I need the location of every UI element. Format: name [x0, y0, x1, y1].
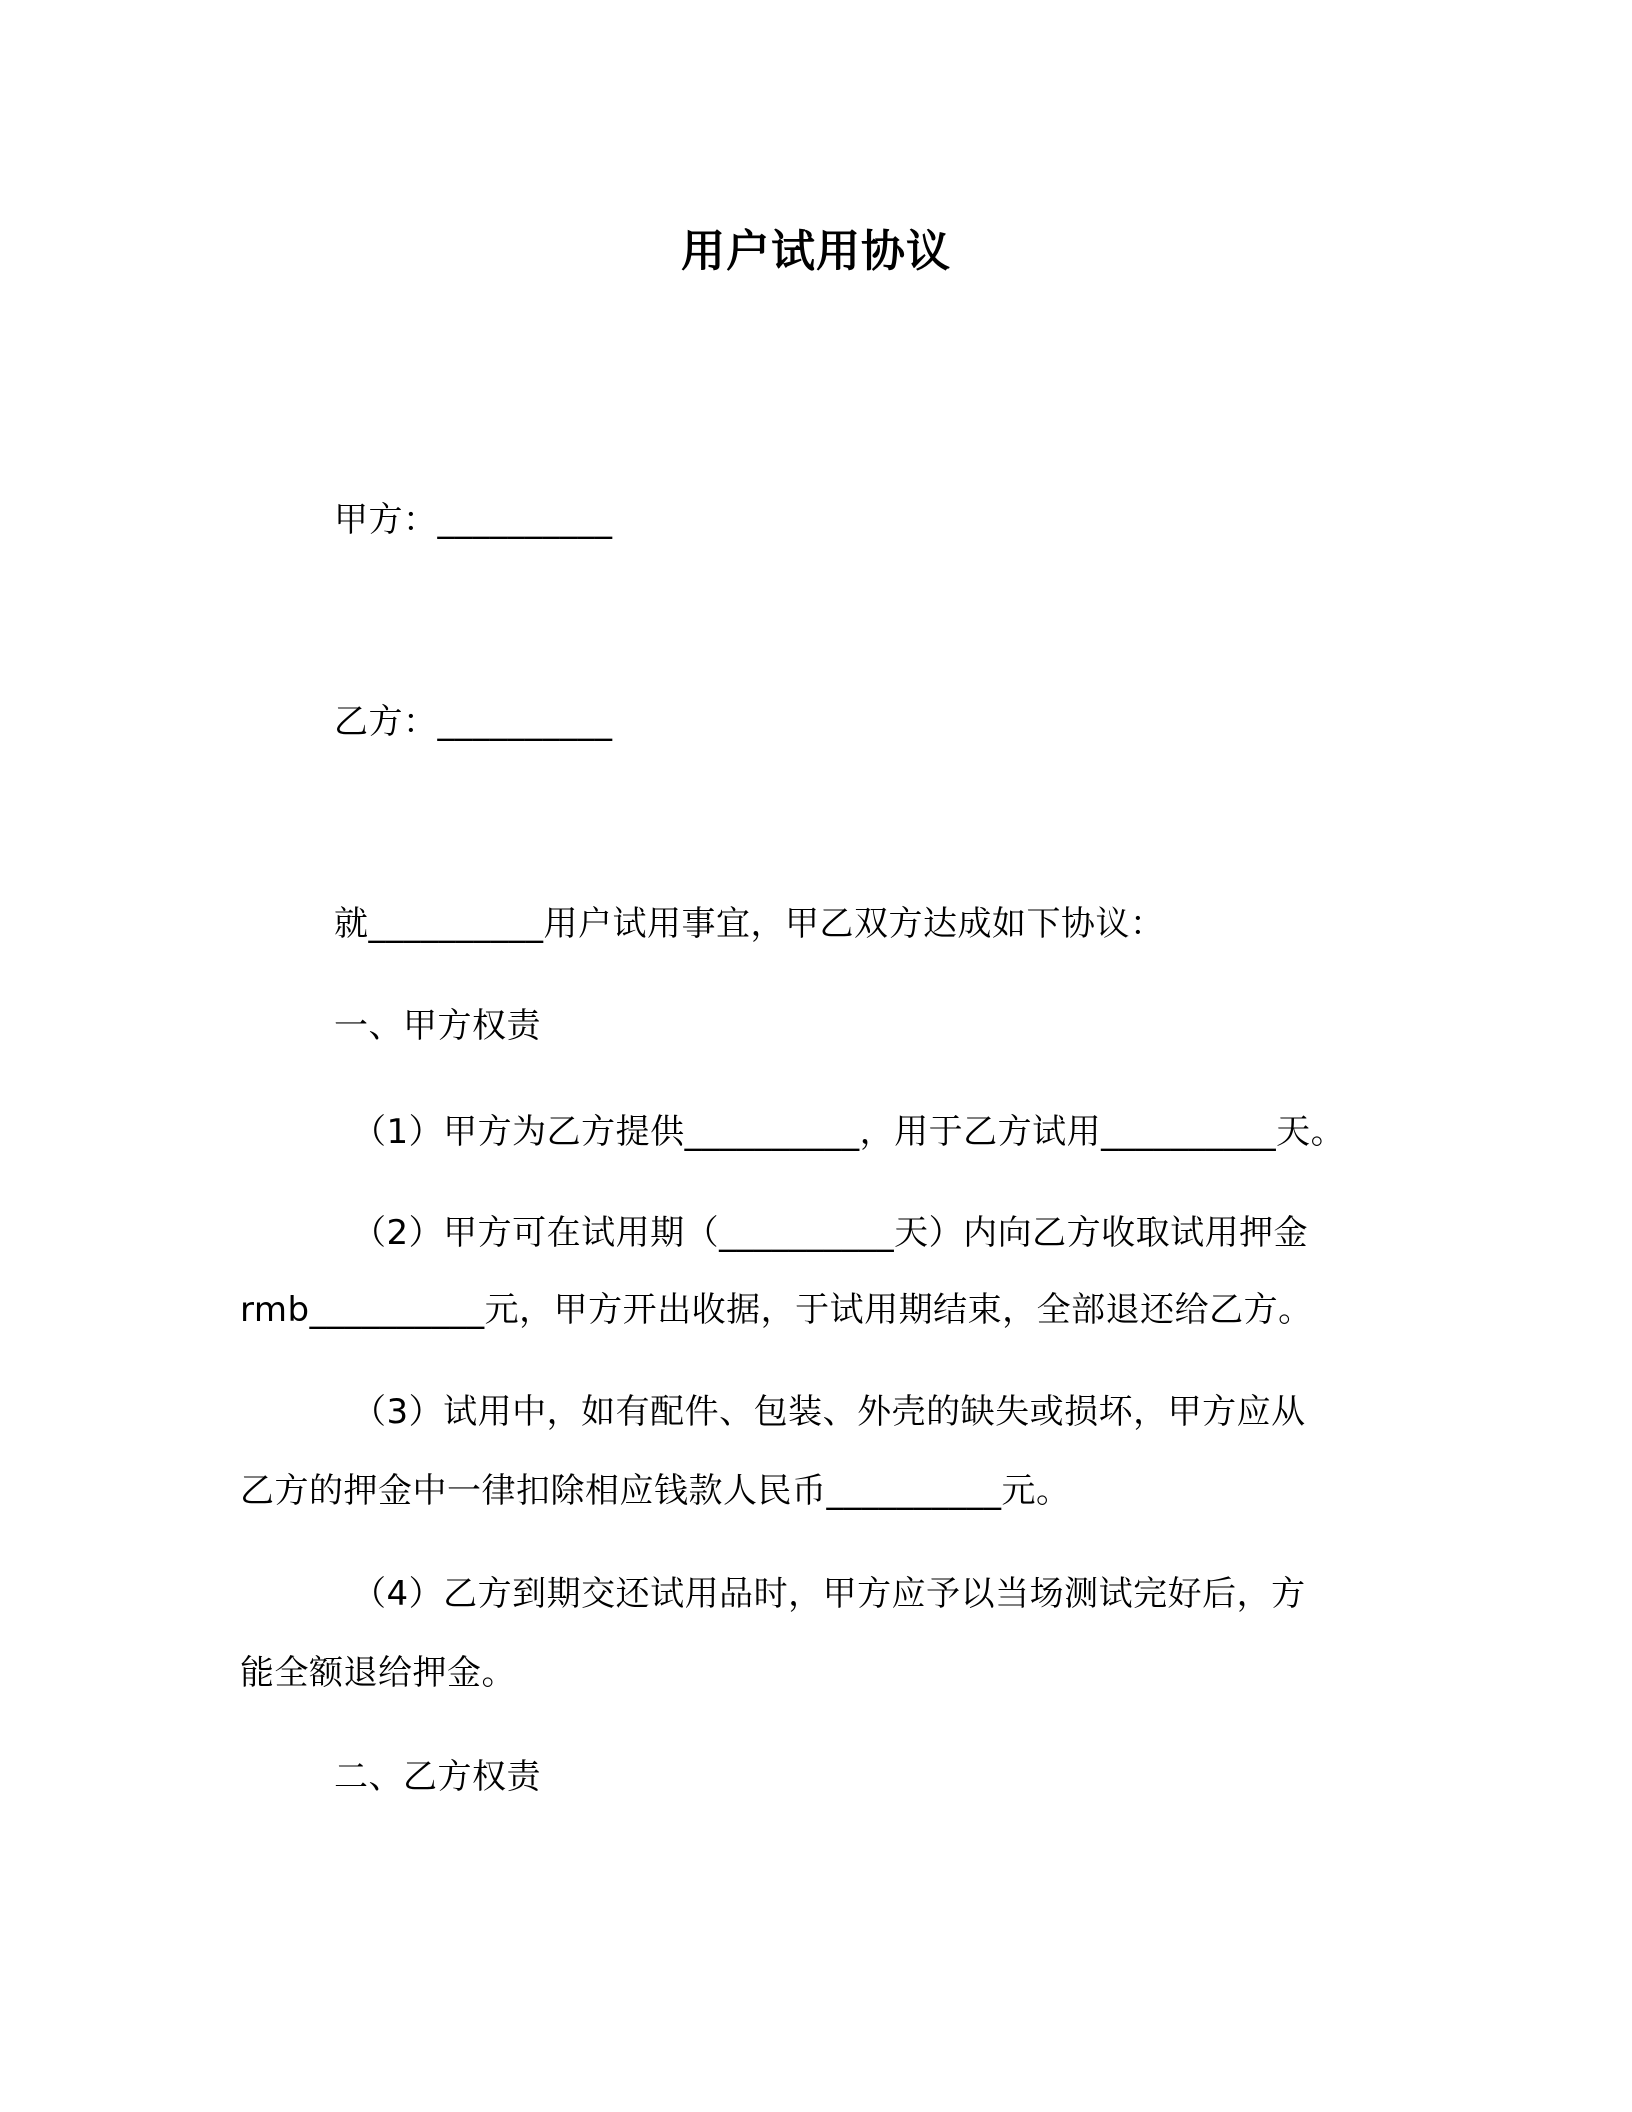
document-title: 用户试用协议	[681, 226, 951, 277]
party-a-line: 甲方：__________	[334, 500, 613, 540]
clause-3-line-2: 乙方的押金中一律扣除相应钱款人民币__________元。	[240, 1471, 1071, 1511]
clause-2-line-1: （2）甲方可在试用期（__________天）内向乙方收取试用押金	[352, 1213, 1309, 1253]
clause-1: （1）甲方为乙方提供__________，用于乙方试用__________天。	[352, 1112, 1346, 1152]
section-2-heading: 二、乙方权责	[334, 1757, 541, 1797]
clause-4-line-1: （4）乙方到期交还试用品时，甲方应予以当场测试完好后，方	[352, 1574, 1306, 1614]
intro-paragraph: 就__________用户试用事宜，甲乙双方达成如下协议：	[334, 904, 1165, 944]
clause-4-line-2: 能全额退给押金。	[240, 1653, 516, 1693]
party-b-line: 乙方：__________	[334, 702, 613, 742]
clause-3-line-1: （3）试用中，如有配件、包装、外壳的缺失或损坏，甲方应从	[352, 1392, 1306, 1432]
clause-2-line-2: rmb__________元，甲方开出收据，于试用期结束，全部退还给乙方。	[240, 1290, 1313, 1330]
section-1-heading: 一、甲方权责	[334, 1006, 541, 1046]
